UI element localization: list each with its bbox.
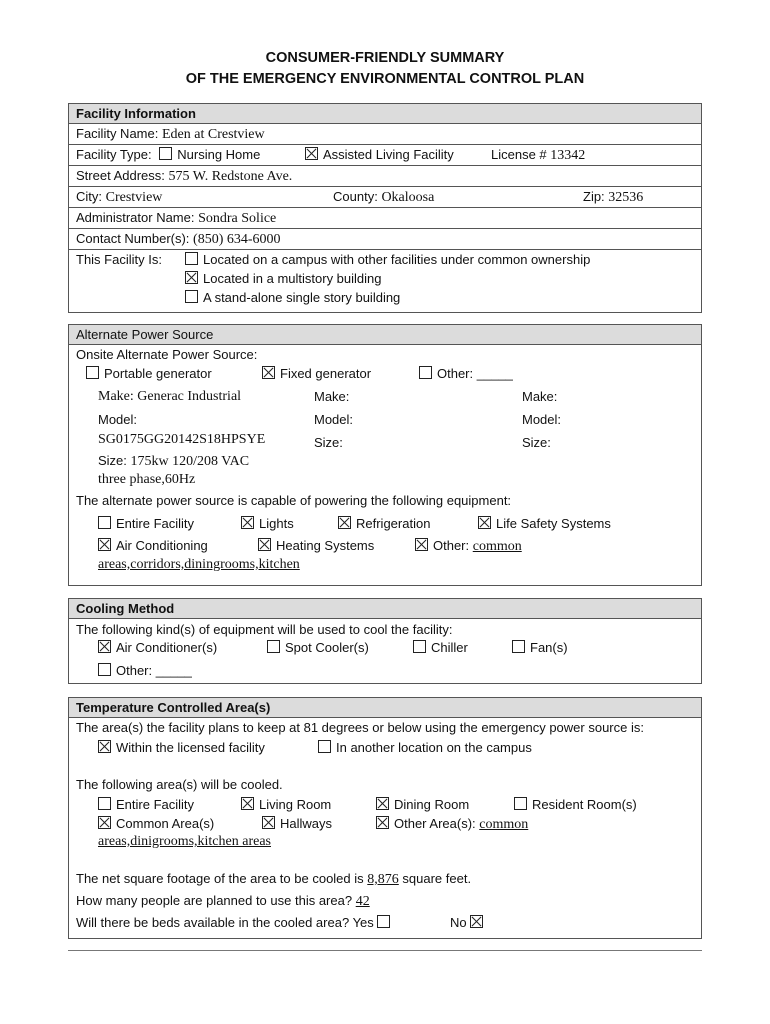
nursing-home-checkbox[interactable]	[159, 147, 172, 160]
eq-entire-label: Entire Facility	[116, 516, 195, 531]
facility-is-label: This Facility Is:	[76, 252, 162, 267]
eq-life-safety-checkbox[interactable]	[478, 516, 491, 529]
street-value[interactable]: 575 W. Redstone Ave.	[168, 169, 293, 184]
beds-question: Will there be beds available in the cooled area?	[76, 915, 350, 930]
size-value-1b[interactable]: three phase,60Hz	[98, 472, 196, 487]
people-question: How many people are planned to use this area?	[76, 893, 353, 908]
beds-no-label: No	[450, 915, 467, 930]
beds-yes-label: Yes	[352, 915, 374, 930]
cool-other-checkbox[interactable]	[98, 663, 111, 676]
eq-other-value-2[interactable]: areas,corridors,diningrooms,kitchen	[98, 557, 300, 572]
model-label-2: Model:	[314, 412, 354, 427]
area-living-label: Living Room	[259, 797, 332, 812]
other-power-checkbox[interactable]	[419, 366, 432, 379]
standalone-label: A stand-alone single story building	[203, 290, 401, 305]
sqft-question: The net square footage of the area to be cooled is	[76, 871, 364, 886]
cool-other-blank[interactable]: _____	[155, 663, 192, 678]
campus-checkbox[interactable]	[185, 252, 198, 265]
license-label: License #	[491, 147, 547, 162]
beds-yes-checkbox[interactable]	[377, 915, 390, 928]
area-hallways-checkbox[interactable]	[262, 816, 275, 829]
other-power-blank[interactable]: _____	[476, 366, 513, 381]
admin-row	[69, 208, 701, 229]
cool-other-label: Other:	[116, 663, 153, 678]
admin-value[interactable]: Sondra Solice	[198, 211, 277, 226]
people-value[interactable]: 42	[355, 894, 370, 909]
city-row	[69, 187, 701, 208]
temperature-intro: The area(s) the facility plans to keep at 81 degrees or below using the emergency power source is:	[76, 720, 644, 735]
model-value-1[interactable]: SG0175GG20142S18HPSYE	[98, 432, 266, 447]
multistory-label: Located in a multistory building	[203, 271, 382, 286]
area-resident-checkbox[interactable]	[514, 797, 527, 810]
cool-spot-checkbox[interactable]	[267, 640, 280, 653]
area-entire-checkbox[interactable]	[98, 797, 111, 810]
city-value[interactable]: Crestview	[105, 190, 163, 205]
facility-is-row	[69, 250, 701, 312]
onsite-label: Onsite Alternate Power Source:	[76, 347, 258, 362]
temperature-section	[68, 697, 702, 939]
facility-name-label: Facility Name:	[76, 126, 159, 141]
campus-label: Located on a campus with other facilities under common ownership	[203, 252, 591, 267]
multistory-checkbox[interactable]	[185, 271, 198, 284]
size-value-1[interactable]: 175kw 120/208 VAC	[130, 454, 250, 469]
make-label-2: Make:	[314, 389, 350, 404]
eq-lights-checkbox[interactable]	[241, 516, 254, 529]
facility-section	[68, 103, 702, 313]
size-label-1: Size:	[98, 453, 127, 468]
county-label: County:	[333, 189, 378, 204]
eq-refrigeration-label: Refrigeration	[356, 516, 431, 531]
eq-heating-label: Heating Systems	[276, 538, 375, 553]
sqft-unit: square feet.	[402, 871, 472, 886]
area-other-label: Other Area(s):	[394, 816, 476, 831]
areas-intro: The following area(s) will be cooled.	[76, 777, 283, 792]
area-common-label: Common Area(s)	[116, 816, 215, 831]
cool-spot-label: Spot Cooler(s)	[285, 640, 369, 655]
other-power-label: Other:	[437, 366, 474, 381]
street-row	[69, 166, 701, 187]
another-location-checkbox[interactable]	[318, 740, 331, 753]
area-dining-checkbox[interactable]	[376, 797, 389, 810]
eq-refrigeration-checkbox[interactable]	[338, 516, 351, 529]
facility-name-row	[69, 124, 701, 145]
page-title-line1: CONSUMER-FRIENDLY SUMMARY	[265, 50, 505, 66]
cooling-section	[68, 598, 702, 684]
fixed-generator-label: Fixed generator	[280, 366, 372, 381]
area-hallways-label: Hallways	[280, 816, 333, 831]
make-label-3: Make:	[522, 389, 558, 404]
make-label-1: Make:	[98, 389, 134, 404]
within-facility-checkbox[interactable]	[98, 740, 111, 753]
facility-type-label: Facility Type:	[76, 147, 152, 162]
cool-ac-checkbox[interactable]	[98, 640, 111, 653]
size-label-2: Size:	[314, 435, 343, 450]
cool-ac-label: Air Conditioner(s)	[116, 640, 218, 655]
fixed-generator-checkbox[interactable]	[262, 366, 275, 379]
area-other-value-1[interactable]: common	[479, 817, 529, 832]
model-label-3: Model:	[522, 412, 562, 427]
area-other-checkbox[interactable]	[376, 816, 389, 829]
license-value[interactable]: 13342	[550, 148, 586, 163]
cool-fan-label: Fan(s)	[530, 640, 568, 655]
street-label: Street Address:	[76, 168, 165, 183]
another-location-label: In another location on the campus	[336, 740, 532, 755]
within-facility-label: Within the licensed facility	[116, 740, 265, 755]
area-common-checkbox[interactable]	[98, 816, 111, 829]
temperature-section-title: Temperature Controlled Area(s)	[69, 698, 701, 718]
eq-entire-checkbox[interactable]	[98, 516, 111, 529]
footer-divider	[68, 950, 702, 951]
eq-air-conditioning-checkbox[interactable]	[98, 538, 111, 551]
county-value[interactable]: Okaloosa	[381, 190, 435, 205]
zip-value[interactable]: 32536	[608, 190, 644, 205]
area-dining-label: Dining Room	[394, 797, 470, 812]
beds-no-checkbox[interactable]	[470, 915, 483, 928]
eq-heating-checkbox[interactable]	[258, 538, 271, 551]
model-label-1: Model:	[98, 412, 138, 427]
eq-life-safety-label: Life Safety Systems	[496, 516, 611, 531]
zip-label: Zip:	[583, 189, 605, 204]
nursing-home-label: Nursing Home	[177, 147, 261, 162]
assisted-living-checkbox[interactable]	[305, 147, 318, 160]
portable-generator-checkbox[interactable]	[86, 366, 99, 379]
area-living-checkbox[interactable]	[241, 797, 254, 810]
area-other-value-2[interactable]: areas,dinigrooms,kitchen areas	[98, 834, 271, 849]
facility-type-row	[69, 145, 701, 166]
make-value-1[interactable]: Generac Industrial	[137, 389, 242, 404]
city-label: City:	[76, 189, 102, 204]
cool-chiller-label: Chiller	[431, 640, 468, 655]
admin-label: Administrator Name:	[76, 210, 195, 225]
standalone-checkbox[interactable]	[185, 290, 198, 303]
eq-other-label: Other:	[433, 538, 470, 553]
area-entire-label: Entire Facility	[116, 797, 195, 812]
capable-text: The alternate power source is capable of powering the following equipment:	[76, 493, 512, 508]
sqft-value[interactable]: 8,876	[367, 872, 399, 887]
portable-generator-label: Portable generator	[104, 366, 212, 381]
power-section-title: Alternate Power Source	[69, 325, 701, 345]
assisted-living-label: Assisted Living Facility	[323, 147, 454, 162]
facility-section-title: Facility Information	[69, 104, 701, 124]
eq-air-conditioning-label: Air Conditioning	[116, 538, 208, 553]
cool-fan-checkbox[interactable]	[512, 640, 525, 653]
cooling-intro: The following kind(s) of equipment will be used to cool the facility:	[76, 622, 453, 637]
power-section	[68, 324, 702, 586]
eq-other-value-1[interactable]: common	[472, 539, 522, 554]
area-resident-label: Resident Room(s)	[532, 797, 637, 812]
contact-row	[69, 229, 701, 250]
cooling-section-title: Cooling Method	[69, 599, 701, 619]
page-title-line2: OF THE EMERGENCY ENVIRONMENTAL CONTROL PLAN	[185, 71, 585, 87]
cool-chiller-checkbox[interactable]	[413, 640, 426, 653]
contact-value[interactable]: (850) 634-6000	[193, 232, 281, 247]
contact-label: Contact Number(s):	[76, 231, 190, 246]
eq-lights-label: Lights	[259, 516, 294, 531]
size-label-3: Size:	[522, 435, 551, 450]
facility-name-value[interactable]: Eden at Crestview	[161, 127, 265, 142]
eq-other-checkbox[interactable]	[415, 538, 428, 551]
